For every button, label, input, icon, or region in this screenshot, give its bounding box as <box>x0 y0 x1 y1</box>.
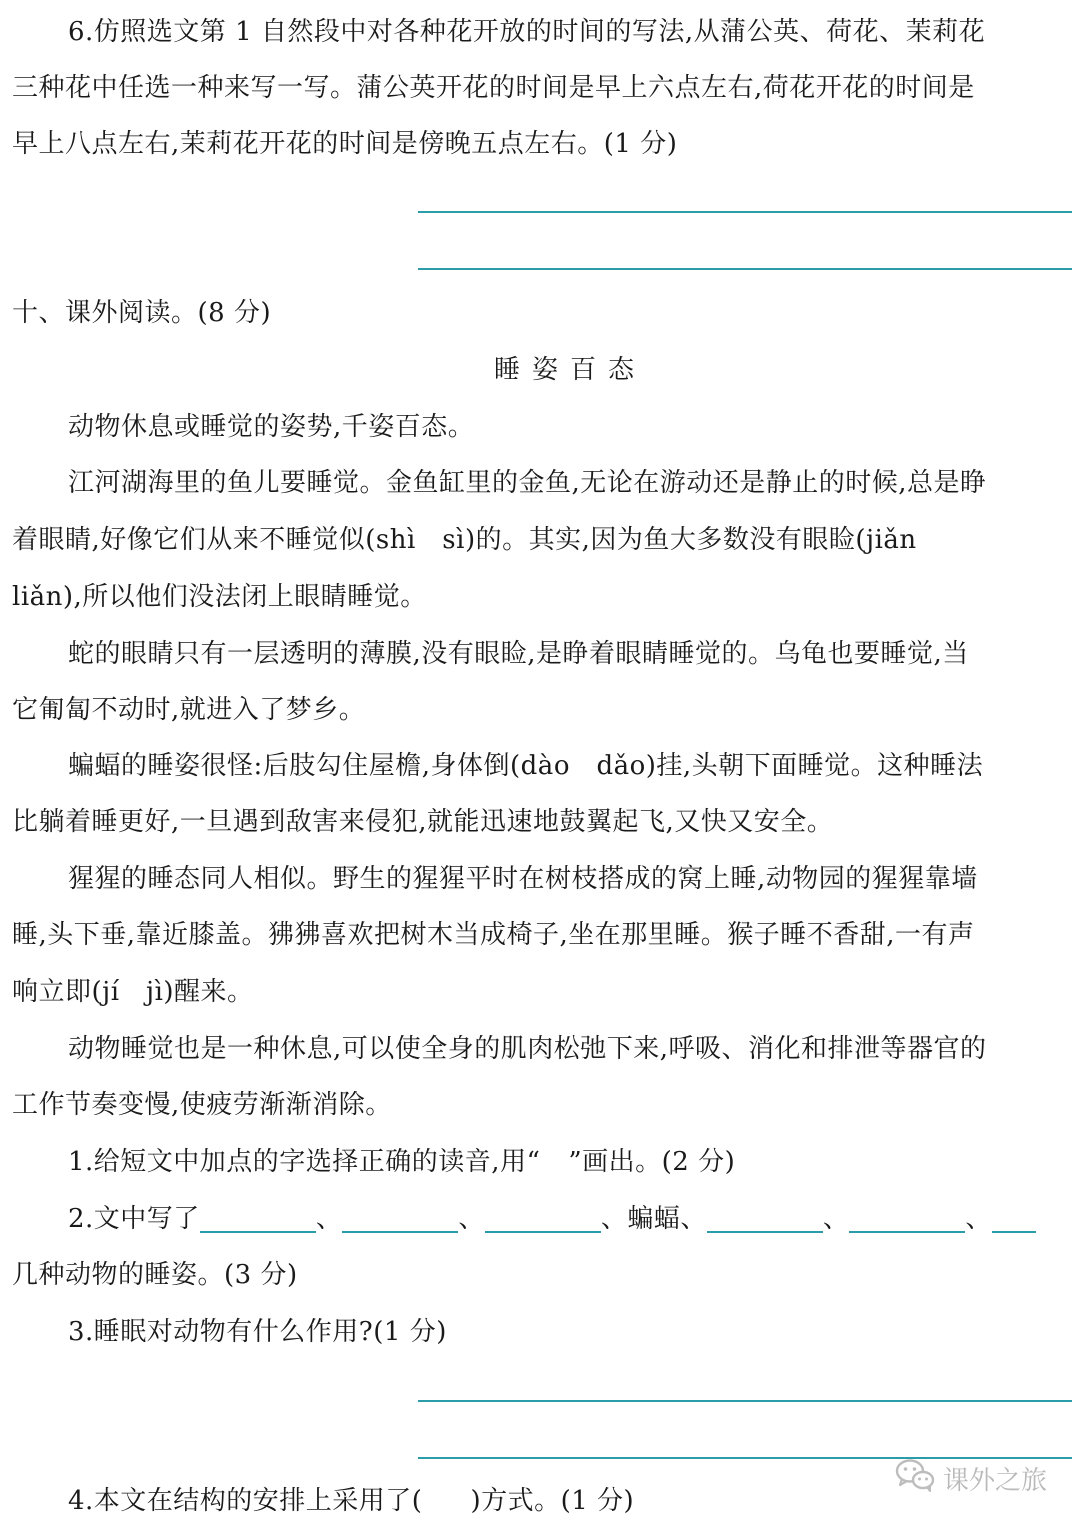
answer-line[interactable] <box>418 211 1072 213</box>
answer-blank[interactable] <box>342 1205 458 1233</box>
watermark-text: 课外之旅 <box>943 1465 1048 1496</box>
answer-blank[interactable] <box>849 1205 965 1233</box>
paragraph-line: 蛇的眼睛只有一层透明的薄膜,没有眼睑,是睁着眼睛睡觉的。乌龟也要睡觉,当 <box>68 639 969 669</box>
separator: 、 <box>458 1204 485 1234</box>
question-1-text-b: ”画出。(2 分) <box>568 1147 736 1177</box>
q6-line-1: 6.仿照选文第 1 自然段中对各种花开放的时间的写法,从蒲公英、荷花、茉莉花 <box>68 17 986 47</box>
paragraph-line: 它匍匐不动时,就进入了梦乡。 <box>12 695 366 725</box>
q6-line-2: 三种花中任选一种来写一写。蒲公英开花的时间是早上六点左右,荷花开花的时间是 <box>12 73 975 103</box>
paragraph-line: 猩猩的睡态同人相似。野生的猩猩平时在树枝搭成的窝上睡,动物园的猩猩靠墙 <box>68 864 978 894</box>
paragraph-line: 动物睡觉也是一种休息,可以使全身的肌肉松弛下来,呼吸、消化和排泄等器官的 <box>68 1034 987 1064</box>
q6-line-3: 早上八点左右,茉莉花开花的时间是傍晚五点左右。(1 分) <box>12 129 678 159</box>
separator: 、 <box>965 1204 992 1234</box>
question-2-bat: 、蝙蝠、 <box>600 1204 707 1234</box>
section-heading: 十、课外阅读。(8 分) <box>12 298 272 328</box>
answer-line[interactable] <box>418 268 1072 270</box>
paragraph-line: 比躺着睡更好,一旦遇到敌害来侵犯,就能迅速地鼓翼起飞,又快又安全。 <box>12 807 834 837</box>
passage-title: 睡姿百态 <box>493 355 646 385</box>
paragraph-line: 着眼睛,好像它们从来不睡觉似(shì sì)的。其实,因为鱼大多数没有眼睑(jiǎn <box>12 525 917 555</box>
question-2-prefix: 2.文中写了 <box>68 1204 200 1234</box>
separator: 、 <box>822 1204 850 1234</box>
question-4-text-b: )方式。(1 分) <box>470 1486 635 1516</box>
watermark <box>895 1456 1047 1500</box>
paragraph-line: liǎn),所以他们没法闭上眼睛睡觉。 <box>12 582 427 612</box>
answer-blank[interactable] <box>707 1205 823 1233</box>
paragraph-line: 动物休息或睡觉的姿势,千姿百态。 <box>68 412 475 442</box>
paragraph-line: 响立即(jí jì)醒来。 <box>12 977 254 1007</box>
question-1-text-a: 1.给短文中加点的字选择正确的读音,用“ <box>68 1147 541 1177</box>
answer-line[interactable] <box>418 1400 1072 1402</box>
answer-blank[interactable] <box>200 1205 316 1233</box>
question-4 <box>68 1484 634 1518</box>
paragraph-line: 工作节奏变慢,使疲劳渐渐消除。 <box>12 1090 392 1120</box>
answer-blank[interactable] <box>992 1205 1036 1233</box>
wechat-icon <box>895 1458 935 1499</box>
question-2 <box>68 1202 1036 1236</box>
paragraph-line: 睡,头下垂,靠近膝盖。狒狒喜欢把树木当成椅子,坐在那里睡。猴子睡不香甜,一有声 <box>12 920 975 950</box>
paragraph-line: 江河湖海里的鱼儿要睡觉。金鱼缸里的金鱼,无论在游动还是静止的时候,总是睁 <box>68 468 987 498</box>
separator: 、 <box>315 1204 343 1234</box>
question-2-suffix: 几种动物的睡姿。(3 分) <box>12 1260 298 1290</box>
question-1 <box>68 1145 735 1179</box>
question-3: 3.睡眠对动物有什么作用?(1 分) <box>68 1317 447 1347</box>
question-4-text-a: 4.本文在结构的安排上采用了( <box>68 1486 423 1516</box>
paragraph-line: 蝙蝠的睡姿很怪:后肢勾住屋檐,身体倒(dào dǎo)挂,头朝下面睡觉。这种睡法 <box>68 751 984 781</box>
answer-blank[interactable] <box>485 1205 601 1233</box>
